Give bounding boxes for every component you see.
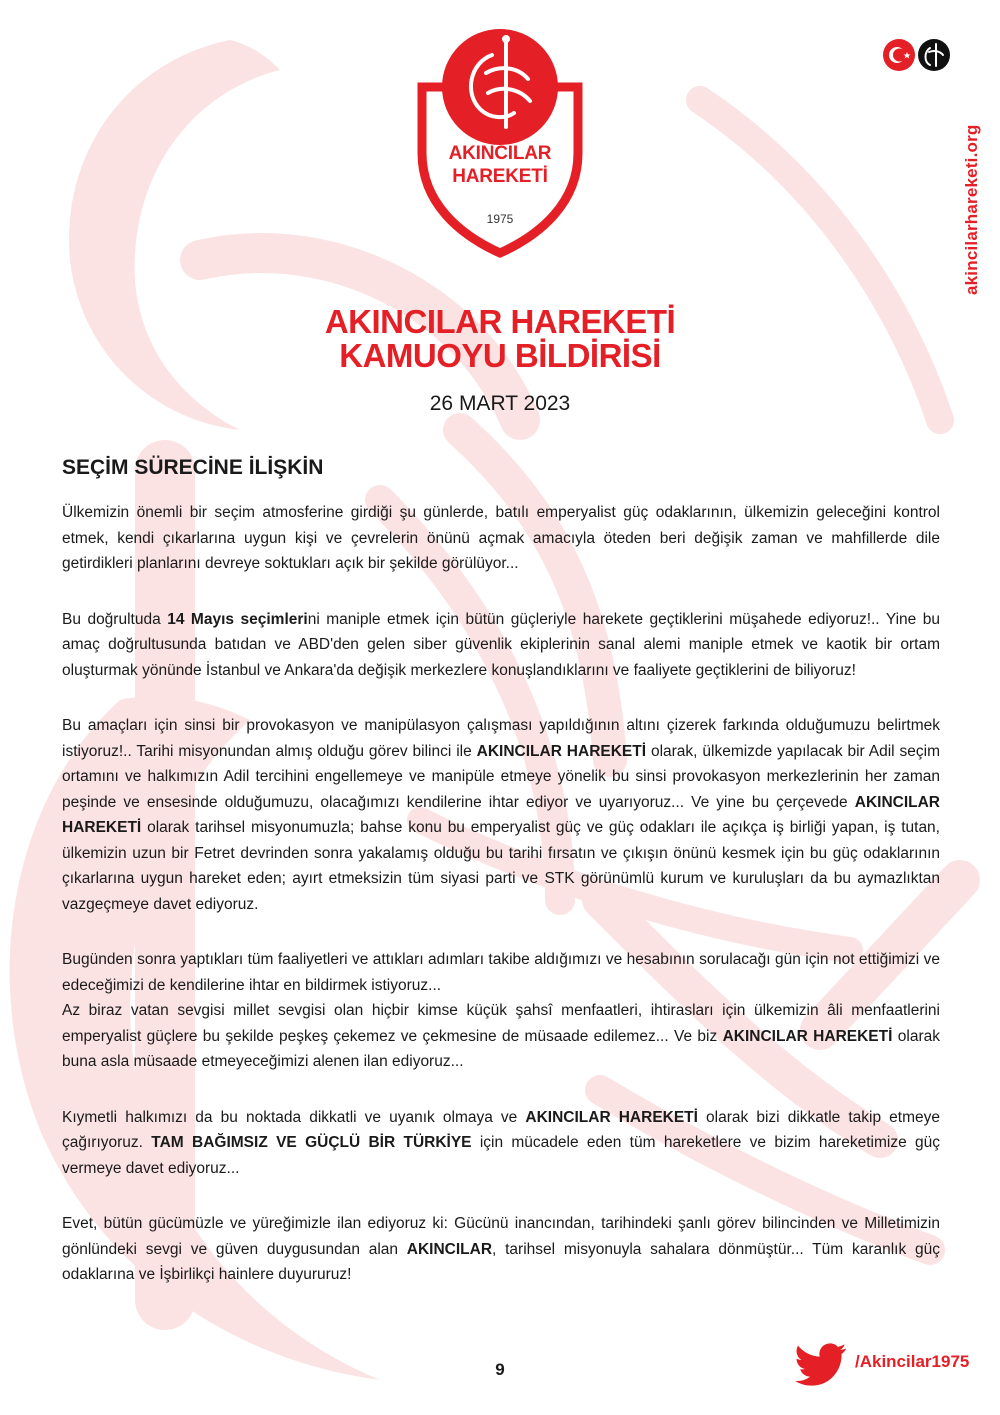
paragraph-text: Ülkemizin önemli bir seçim atmosferine girdiği şu günlerde, batılı emperyalist güç odaklarının, ülkemizin geleceğini kontrol etmek, kendi çıkarlarına uygun kişi ve çevrelerin önünü açmak amacıyla öteden beri değişik zaman ve mahfillerde dile getirdikleri planlarını devreye soktukları açık bir şekilde görülüyor...: [62, 504, 940, 572]
document-date: 26 MART 2023: [429, 392, 571, 415]
section-heading: SEÇİM SÜRECİNE İLİŞKİN: [62, 456, 324, 479]
paragraph-text: için mücadele eden tüm hareketlere ve bizim hareketimize güç vermeye davet ediyoruz...: [62, 1134, 940, 1177]
paragraph-text: ni maniple etmek için bütün güçleriyle harekete geçtiklerini müşahede ediyoruz!.. Yine bu amaç doğrultusunda batıdan ve ABD'den gelen siber güvenlik ekiplerinin sanal alemi maniple etmek ve kaotik bir ortam oluşturmak yönünde İstanbul ve Ankara'da değişik merkezlere konuşlandıklarını ve faaliyete geçtiklerini de biliyoruz!: [62, 610, 940, 679]
crest-name-line2: HAREKETİ: [452, 166, 548, 187]
paragraph-text: Evet, bütün gücümüzle ve yüreğimizle ilan ediyoruz ki: Gücünü inancından, tarihindeki şanlı görev bilincinden ve Milletimizin gönlündeki sevgi ve güven duygusundan alan: [62, 1215, 940, 1258]
paragraph: [62, 998, 940, 1075]
paragraph-text: olarak tarihsel misyonumuzla; bahse konu bu emperyalist güç ve güç odakları ile açıkça iş birliği yapan, iş tutan, ülkemizin uzun bir Fetret devrinden sonra yakalamış olduğu bu tarihi fırsatın ve çıkışın önünü kesmek için bu güç odaklarının çıkarlarına uygun hareket eden; ayırt etmeksizin tüm siyasi parti ve STK görünümlü kurum ve kuruluşları da bu aymazlıktan vazgeçmeye davet ediyoruz.: [62, 819, 940, 913]
website-vertical-text[interactable]: [962, 105, 986, 295]
title-line1: AKINCILAR HAREKETİ: [324, 303, 676, 340]
paragraph: [62, 1105, 940, 1182]
paragraph: [62, 500, 940, 577]
website-link[interactable]: akincilarhareketi.org: [962, 124, 981, 295]
akincilar-crest-logo: [414, 15, 586, 260]
paragraph: [62, 607, 940, 684]
twitter-handle[interactable]: /Akincilar1975: [855, 1352, 970, 1371]
paragraph-text: Bugünden sonra yaptıkları tüm faaliyetleri ve attıkları adımları takibe aldığımızı ve hesabının sorulacağı gün için not ettiğimizi ve edeceğimizi de kendilerine ihtar en bildirmek istiyoruz...: [62, 951, 940, 994]
paragraph: [62, 947, 940, 998]
paragraph-text: Az biraz vatan sevgisi millet sevgisi olan hiçbir kimse küçük şahsî menfaatleri, ihtirasları için ülkemizin âli menfaatlerini emperyalist güçlere bu şekilde peşkeş çekemez ve çekmesine de müsaade edilemez... Ve biz: [62, 1002, 940, 1045]
paragraph: [62, 1211, 940, 1288]
emphasis-text: AKINCILAR: [406, 1240, 493, 1258]
page-number: 9: [495, 1360, 505, 1379]
document-title: [0, 305, 1000, 373]
paragraph-text: Bu amaçları için sinsi bir provokasyon ve manipülasyon çalışması yapıldığının altını çizerek farkında olduğumuzu belirtmek istiyoruz!.. Tarihi misyonundan almış olduğu görev bilinci ile: [62, 717, 940, 760]
crest-name-line1: AKINCILAR: [448, 143, 552, 164]
paragraph-text: olarak, ülkemizde yapılacak bir Adil seçim ortamını ve halkımızın Adil tercihini engellemeye ve manipüle etmeye yönelik bu sinsi provokasyon merkezlerinin her zaman peşinde ve ensesinde olduğumuzu, olacağımızı kendilerine ihtar ediyor ve uyarıyoruz... Ve yine bu çerçevede: [62, 742, 940, 811]
turkish-flag-icon: [883, 39, 915, 71]
corner-badges: [882, 38, 952, 72]
movement-emblem-icon: [918, 39, 950, 71]
emphasis-text: AKINCILAR HAREKETİ: [525, 1108, 698, 1126]
emphasis-text: AKINCILAR HAREKETİ: [476, 742, 647, 760]
paragraph-text: Kıymetli halkımızı da bu noktada dikkatli ve uyanık olmaya ve: [62, 1108, 526, 1126]
emphasis-text: 14 Mayıs seçimleri: [167, 610, 308, 628]
paragraph: [62, 713, 940, 917]
crest-year: 1975: [486, 212, 514, 226]
emphasis-text: AKINCILAR HAREKETİ: [722, 1027, 893, 1045]
twitter-icon[interactable]: [795, 1338, 847, 1390]
paragraph-text: olarak bizi dikkatle takip etmeye çağırıyoruz.: [62, 1108, 941, 1151]
title-line2: KAMUOYU BİLDİRİSİ: [339, 337, 661, 374]
body-text: [62, 500, 940, 1318]
emphasis-text: AKINCILAR HAREKETİ: [62, 793, 940, 836]
emphasis-text: TAM BAĞIMSIZ VE GÜÇLÜ BİR TÜRKİYE: [151, 1134, 472, 1151]
paragraph-text: , tarihsel misyonuyla sahalara dönmüştür... Tüm karanlık güç odaklarına ve İşbirlikçi hainlere duyururuz!: [62, 1240, 940, 1283]
paragraph-text: olarak buna asla müsaade etmeyeceğimizi alenen ilan ediyoruz...: [62, 1027, 940, 1070]
twitter-bird-icon[interactable]: [795, 1338, 847, 1390]
paragraph-text: Bu doğrultuda: [62, 610, 168, 628]
